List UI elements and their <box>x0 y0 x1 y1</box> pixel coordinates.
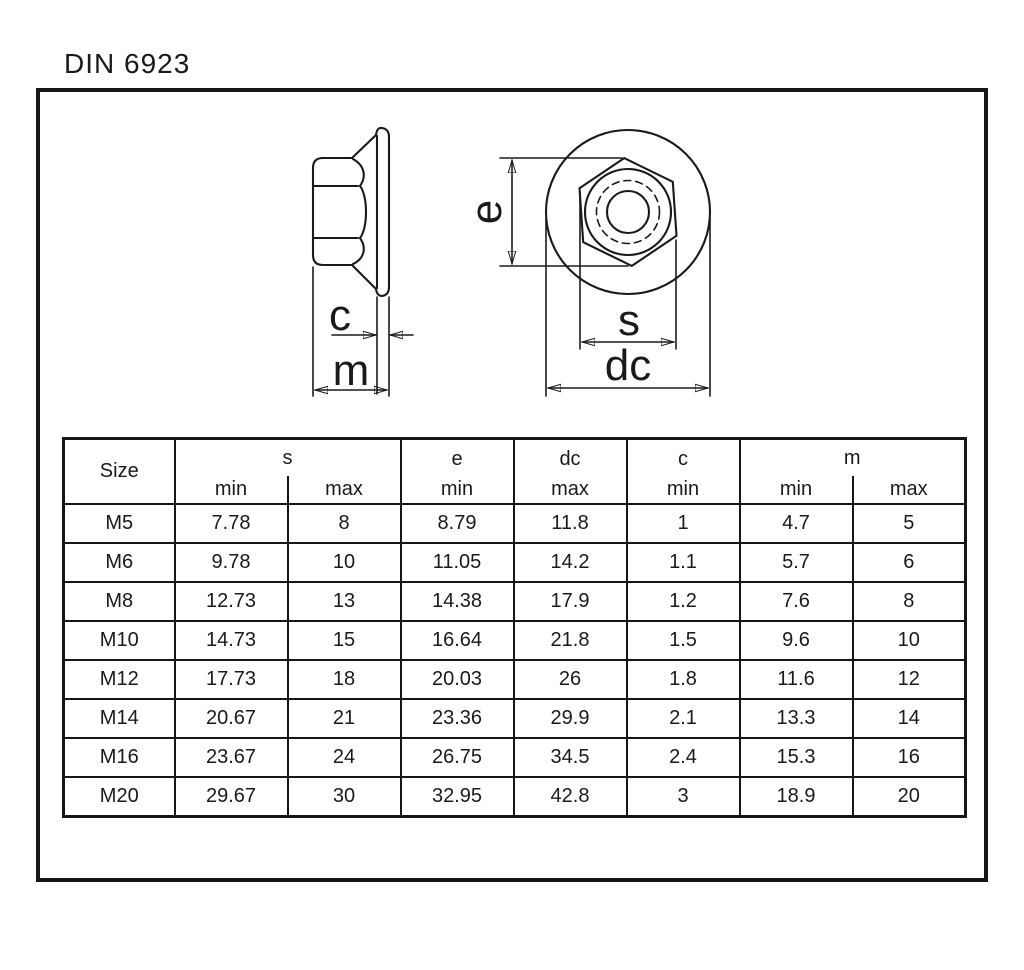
m-min-cell: 4.7 <box>740 504 853 543</box>
col-header-m: m <box>740 439 966 477</box>
s-min-cell: 17.73 <box>175 660 288 699</box>
s-max-cell: 15 <box>288 621 401 660</box>
dc-max-cell: 11.8 <box>514 504 627 543</box>
c-min-cell: 1 <box>627 504 740 543</box>
table-row <box>64 543 966 582</box>
size-cell: M14 <box>64 699 175 738</box>
c-min-cell: 2.1 <box>627 699 740 738</box>
m-min-cell: 9.6 <box>740 621 853 660</box>
dimension-table <box>62 437 967 818</box>
table-row <box>64 504 966 543</box>
size-cell: M16 <box>64 738 175 777</box>
table-row <box>64 777 966 817</box>
dc-max-cell: 29.9 <box>514 699 627 738</box>
m-max-cell: 12 <box>853 660 966 699</box>
e-min-cell: 20.03 <box>401 660 514 699</box>
s-max-cell: 13 <box>288 582 401 621</box>
c-min-cell: 1.1 <box>627 543 740 582</box>
m-min-cell: 5.7 <box>740 543 853 582</box>
s-min-cell: 14.73 <box>175 621 288 660</box>
col-header-e <box>401 439 514 505</box>
size-cell: M10 <box>64 621 175 660</box>
col-header-dc <box>514 439 627 505</box>
s-min-cell: 29.67 <box>175 777 288 817</box>
s-min-cell: 20.67 <box>175 699 288 738</box>
size-cell: M6 <box>64 543 175 582</box>
dim-label-e: e <box>462 199 511 225</box>
table-row <box>64 738 966 777</box>
m-max-cell: 14 <box>853 699 966 738</box>
dim-label-dc: dc <box>604 341 652 390</box>
s-min-cell: 9.78 <box>175 543 288 582</box>
e-min-cell: 11.05 <box>401 543 514 582</box>
col-header-dc-label: dc <box>559 447 581 470</box>
col-header-size: Size <box>64 439 175 505</box>
col-header-s-max: max <box>288 476 401 504</box>
m-max-cell: 8 <box>853 582 966 621</box>
dim-label-m: m <box>332 346 370 395</box>
table-row <box>64 621 966 660</box>
m-max-cell: 10 <box>853 621 966 660</box>
table-row <box>64 699 966 738</box>
m-min-cell: 13.3 <box>740 699 853 738</box>
e-min-cell: 32.95 <box>401 777 514 817</box>
s-min-cell: 23.67 <box>175 738 288 777</box>
table-row <box>64 582 966 621</box>
m-min-cell: 7.6 <box>740 582 853 621</box>
dc-max-cell: 14.2 <box>514 543 627 582</box>
dim-label-c: c <box>329 291 351 340</box>
col-header-m-min: min <box>740 476 853 504</box>
s-min-cell: 7.78 <box>175 504 288 543</box>
col-header-s-min: min <box>175 476 288 504</box>
m-max-cell: 5 <box>853 504 966 543</box>
e-min-cell: 26.75 <box>401 738 514 777</box>
size-cell: M5 <box>64 504 175 543</box>
m-max-cell: 6 <box>853 543 966 582</box>
col-header-s: s <box>175 439 401 477</box>
col-header-dc-sub: max <box>551 477 589 500</box>
dc-max-cell: 26 <box>514 660 627 699</box>
col-header-m-max: max <box>853 476 966 504</box>
m-max-cell: 20 <box>853 777 966 817</box>
s-max-cell: 18 <box>288 660 401 699</box>
table-row <box>64 660 966 699</box>
e-min-cell: 16.64 <box>401 621 514 660</box>
col-header-c-label: c <box>678 447 688 470</box>
s-max-cell: 24 <box>288 738 401 777</box>
size-cell: M20 <box>64 777 175 817</box>
c-min-cell: 1.5 <box>627 621 740 660</box>
c-min-cell: 3 <box>627 777 740 817</box>
s-max-cell: 30 <box>288 777 401 817</box>
e-min-cell: 8.79 <box>401 504 514 543</box>
e-min-cell: 14.38 <box>401 582 514 621</box>
col-header-e-label: e <box>451 447 463 470</box>
s-min-cell: 12.73 <box>175 582 288 621</box>
size-cell: M12 <box>64 660 175 699</box>
dc-max-cell: 21.8 <box>514 621 627 660</box>
m-min-cell: 15.3 <box>740 738 853 777</box>
c-min-cell: 2.4 <box>627 738 740 777</box>
col-header-c-sub: min <box>666 477 700 500</box>
c-min-cell: 1.8 <box>627 660 740 699</box>
c-min-cell: 1.2 <box>627 582 740 621</box>
m-min-cell: 18.9 <box>740 777 853 817</box>
dim-label-s: s <box>618 296 640 345</box>
m-max-cell: 16 <box>853 738 966 777</box>
s-max-cell: 8 <box>288 504 401 543</box>
dc-max-cell: 34.5 <box>514 738 627 777</box>
dc-max-cell: 17.9 <box>514 582 627 621</box>
page-title: DIN 6923 <box>64 48 191 79</box>
dc-max-cell: 42.8 <box>514 777 627 817</box>
col-header-e-sub: min <box>440 477 474 500</box>
size-cell: M8 <box>64 582 175 621</box>
s-max-cell: 21 <box>288 699 401 738</box>
e-min-cell: 23.36 <box>401 699 514 738</box>
s-max-cell: 10 <box>288 543 401 582</box>
m-min-cell: 11.6 <box>740 660 853 699</box>
col-header-c <box>627 439 740 505</box>
